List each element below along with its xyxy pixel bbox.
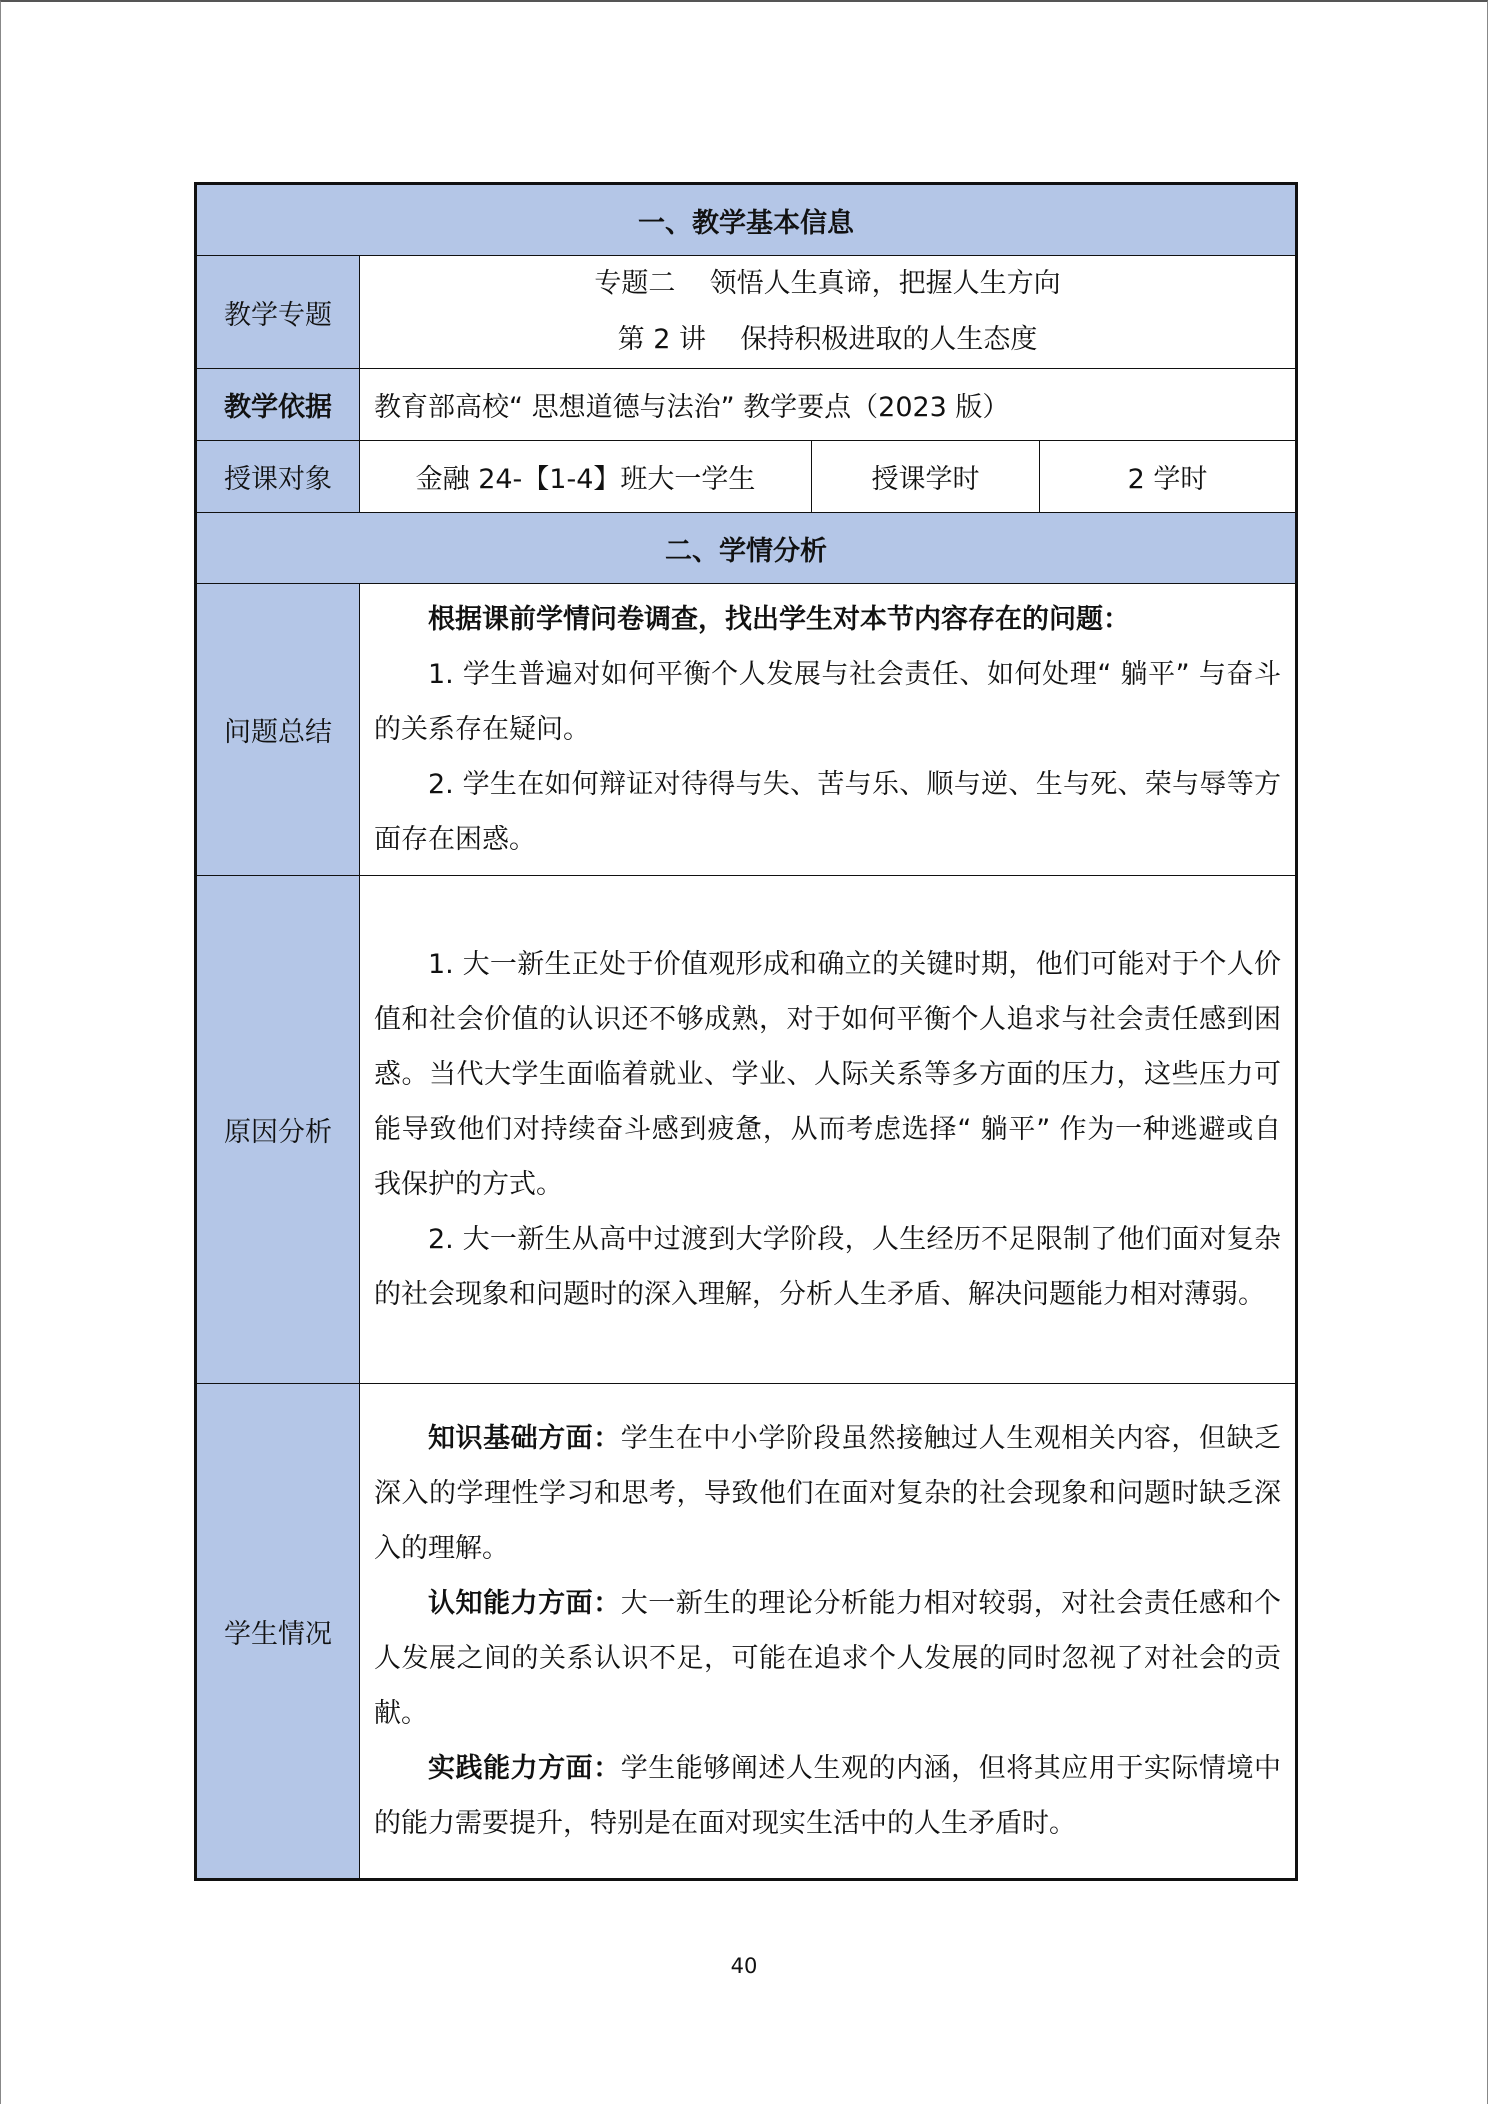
cause-item-1: 1. 大一新生正处于价值观形成和确立的关键时期，他们可能对于个人价值和社会价值的认识还不够成熟，对于如何平衡个人追求与社会责任感到困惑。当代大学生面临着就业、学业、人际关系等多方面的压力，这些压力可能导致他们对持续奋斗感到疲惫，从而考虑选择“ 躺平” 作为一种逃避或自我保护的方式。 (374, 949, 1281, 1200)
basis-value: 教育部高校“ 思想道德与法治” 教学要点（2023 版） (360, 369, 1297, 441)
hours-label: 授课学时 (812, 441, 1040, 513)
student-item-1-text: 学生在中小学阶段虽然接触过人生观相关内容，但缺乏深入的学理性学习和思考，导致他们在面对复杂的社会现象和问题时缺乏深入的理解。 (374, 1423, 1281, 1564)
students-content (360, 1384, 1297, 1880)
problems-row (196, 584, 1297, 876)
teaching-info-table (194, 182, 1298, 1881)
student-item-2-text: 大一新生的理论分析能力相对较弱，对社会责任感和个人发展之间的关系认识不足，可能在追求个人发展的同时忽视了对社会的贡献。 (374, 1588, 1281, 1729)
causes-label: 原因分析 (196, 876, 360, 1384)
topic-label: 教学专题 (196, 256, 360, 369)
section2-title: 二、学情分析 (196, 513, 1297, 584)
topic-row (196, 256, 1297, 369)
students-row (196, 1384, 1297, 1880)
causes-content (360, 876, 1297, 1384)
student-item-3 (360, 1741, 1295, 1851)
basis-row (196, 369, 1297, 441)
cause-item-2: 2. 大一新生从高中过渡到大学阶段，人生经历不足限制了他们面对复杂的社会现象和问题时的深入理解，分析人生矛盾、解决问题能力相对薄弱。 (374, 1224, 1281, 1310)
topic-line-1: 专题二 领悟人生真谛，把握人生方向 (594, 268, 1061, 299)
student-item-2 (360, 1576, 1295, 1741)
problems-content (360, 584, 1297, 876)
student-item-3-head: 实践能力方面： (428, 1753, 621, 1784)
hours-value: 2 学时 (1040, 441, 1297, 513)
topic-line-2: 第 2 讲 保持积极进取的人生态度 (617, 324, 1038, 355)
problem-item-2: 2. 学生在如何辩证对待得与失、苦与乐、顺与逆、生与死、荣与辱等方面存在困惑。 (374, 769, 1281, 855)
causes-row (196, 876, 1297, 1384)
problem-item-1: 1. 学生普遍对如何平衡个人发展与社会责任、如何处理“ 躺平” 与奋斗的关系存在疑问。 (374, 659, 1281, 745)
student-item-1-head: 知识基础方面： (428, 1423, 621, 1454)
student-item-2-head: 认知能力方面： (428, 1588, 621, 1619)
audience-row (196, 441, 1297, 513)
topic-value (360, 256, 1297, 369)
audience-value: 金融 24-【1-4】班大一学生 (360, 441, 812, 513)
student-item-3-text: 学生能够阐述人生观的内涵，但将其应用于实际情境中的能力需要提升，特别是在面对现实生活中的人生矛盾时。 (374, 1753, 1281, 1839)
basis-label: 教学依据 (196, 369, 360, 441)
students-label: 学生情况 (196, 1384, 360, 1880)
problems-intro: 根据课前学情问卷调查，找出学生对本节内容存在的问题： (428, 604, 1130, 635)
section1-title: 一、教学基本信息 (196, 184, 1297, 256)
section2-header-row (196, 513, 1297, 584)
problems-label: 问题总结 (196, 584, 360, 876)
page-number: 40 (730, 1954, 758, 1978)
section1-header-row (196, 184, 1297, 256)
student-item-1 (360, 1411, 1295, 1576)
audience-label: 授课对象 (196, 441, 360, 513)
